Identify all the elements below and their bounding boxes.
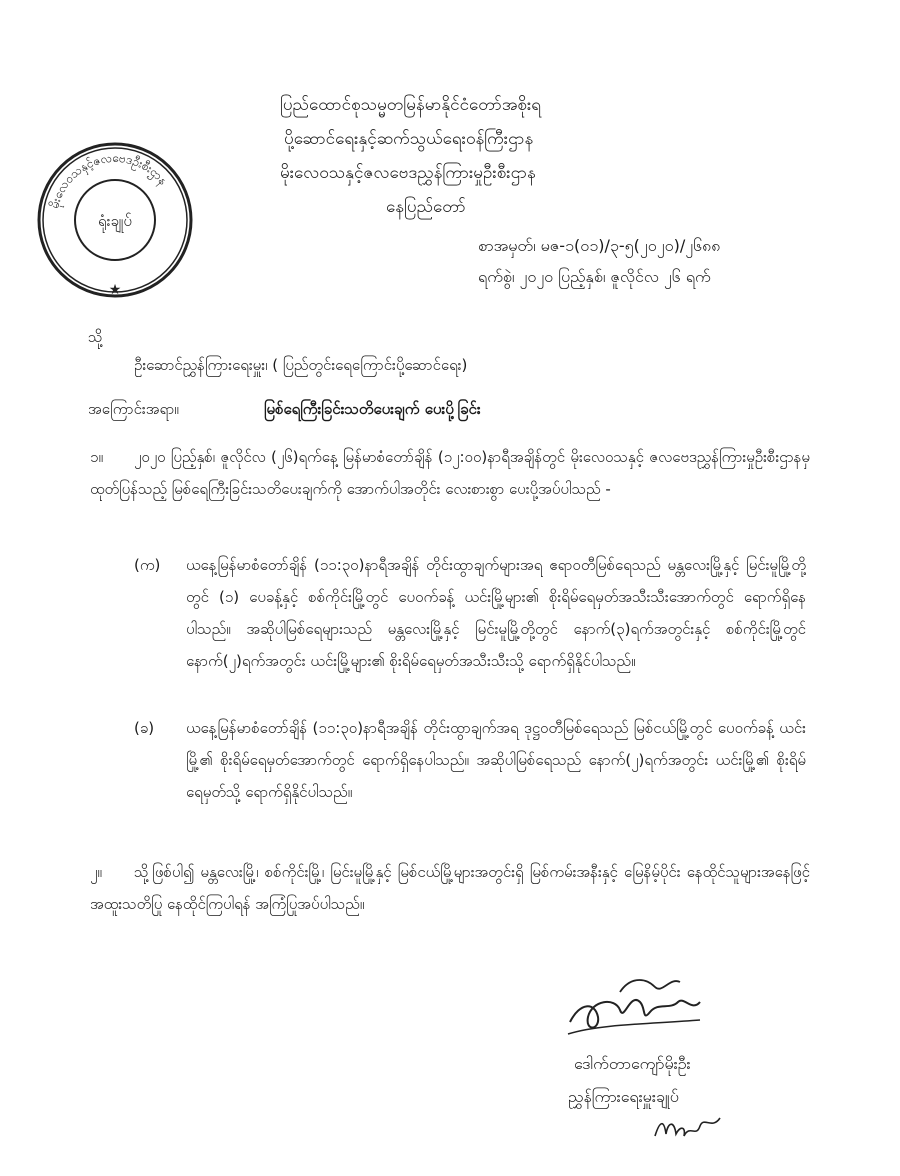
header-location: နေပြည်တော် <box>386 197 466 217</box>
item-ka-label: (က) <box>134 556 161 574</box>
svg-text:မိုးလေဝသနှင့်ဇလဗေဒဦးစီးဌာန: မိုးလေဝသနှင့်ဇလဗေဒဦးစီးဌာန <box>47 150 171 210</box>
svg-text:★: ★ <box>108 282 122 298</box>
paragraph-2-number: ၂။ <box>90 863 102 881</box>
item-kha-text: ယနေ့မြန်မာစံတော်ချိန် (၁၁:၃၀)နာရီအချိန် တိုင်းထွာချက်အရ ဒုဋ္ဌဝတီမြစ်ရေသည် မြစ်ငယ်မြို့တွင် ပေ၀က်ခန့် ယင်းမြို့၏ စိုးရိမ်ရေမှတ်အောက်တွင် ရောက်ရှိနေပါသည်။ အဆိုပါမြစ်ရေသည် နောက်(၂)ရက်အတွင်း ယင်းမြို့၏ စိုးရိမ်ရေမှတ်သို့ ရောက်ရှိနိုင်ပါသည်။ <box>186 719 806 801</box>
subject-label: အကြောင်းအရာ။ <box>88 400 179 418</box>
subject-text: မြစ်ရေကြီးခြင်းသတိပေးချက် ပေးပို့ခြင်း <box>264 400 481 418</box>
official-seal <box>35 140 195 300</box>
handwritten-signature <box>560 972 710 1042</box>
to-label: သို့ <box>88 328 103 346</box>
paragraph-2-text: သို့ဖြစ်ပါ၍ မန္တလေးမြို့၊ စစ်ကိုင်းမြို့၊ မြင်းမူမြို့နှင့် မြစ်ငယ်မြို့များအတွင်းရှိ မြစ်ကမ်းအနီးနှင့် မြေနိမ့်ပိုင်း နေထိုင်သူများအနေဖြင့် အထူးသတိပြု နေထိုင်ကြပါရန် အကြံပြုအပ်ပါသည်။ <box>90 863 810 913</box>
letter-number: စာအမှတ်၊ မဇ-၁(၀၁)/၃-၅(၂၀၂၀)/၂၆၈၈ <box>478 236 721 255</box>
item-ka-text: ယနေ့မြန်မာစံတော်ချိန် (၁၁:၃၀)နာရီအချိန် တိုင်းထွာချက်များအရ ဧရာဝတီမြစ်ရေသည် မန္တလေးမြို့နှင့် မြင်းမူမြို့တို့တွင် (၁) ပေခန့်နှင့် စစ်ကိုင်းမြို့တွင် ပေ၀က်ခန့် ယင်းမြို့များ၏ စိုးရိမ်ရေမှတ်အသီးသီးအောက်တွင် ရောက်ရှိနေပါသည်။ အဆိုပါမြစ်ရေများသည် မန္တလေးမြို့နှင့် မြင်းမူမြို့တို့တွင် နောက်(၃)ရက်အတွင်းနှင့် စစ်ကိုင်းမြို့တွင် နောက်(၂)ရက်အတွင်း ယင်းမြို့များ၏ စိုးရိမ်ရေမှတ်အသီးသီးသို့ ရောက်ရှိနိုင်ပါသည်။ <box>186 556 806 670</box>
header-department: မိုးလေဝသနှင့်ဇလဗေဒညွှန်ကြားမှုဦးစီးဌာန <box>280 163 536 183</box>
header-government: ပြည်ထောင်စုသမ္မတမြန်မာနိုင်ငံတော်အစိုးရ <box>280 95 542 115</box>
letter-date: ရက်စွဲ၊ ၂၀၂၀ ပြည့်နှစ်၊ ဇူလိုင်လ ၂၆ ရက် <box>478 267 711 286</box>
header-ministry: ပို့ဆောင်ရေးနှင့်ဆက်သွယ်ရေးဝန်ကြီးဌာန <box>284 129 534 149</box>
signatory-name: ဒေါက်တာကျော်မိုးဦး <box>574 1054 691 1073</box>
seal-graphic <box>35 140 195 300</box>
handwritten-initials <box>650 1108 730 1144</box>
signatory-title: ညွှန်ကြားရေးမှူးချုပ် <box>568 1087 679 1106</box>
item-kha-label: (ခ) <box>134 719 155 737</box>
paragraph-1-text: ၂၀၂၀ ပြည့်နှစ်၊ ဇူလိုင်လ (၂၆)ရက်နေ့ မြန်မာစံတော်ချိန် (၁၂:၀၀)နာရီအချိန်တွင် မိုးလေဝသနှင့် ဇလဗေဒညွှန်ကြားမှုဦးစီးဌာနမှ ထုတ်ပြန်သည့် မြစ်ရေကြီးခြင်းသတိပေးချက်ကို အောက်ပါအတိုင်း လေးစားစွာ ပေးပို့အပ်ပါသည် - <box>90 448 810 498</box>
paragraph-1-number: ၁။ <box>90 448 103 466</box>
recipient: ဦးဆောင်ညွှန်ကြားရေးမှူး၊ ( ပြည်တွင်းရေကြောင်းပို့ဆောင်ရေး) <box>134 356 468 374</box>
svg-text:ရုံးချုပ်: ရုံးချုပ် <box>98 212 132 230</box>
